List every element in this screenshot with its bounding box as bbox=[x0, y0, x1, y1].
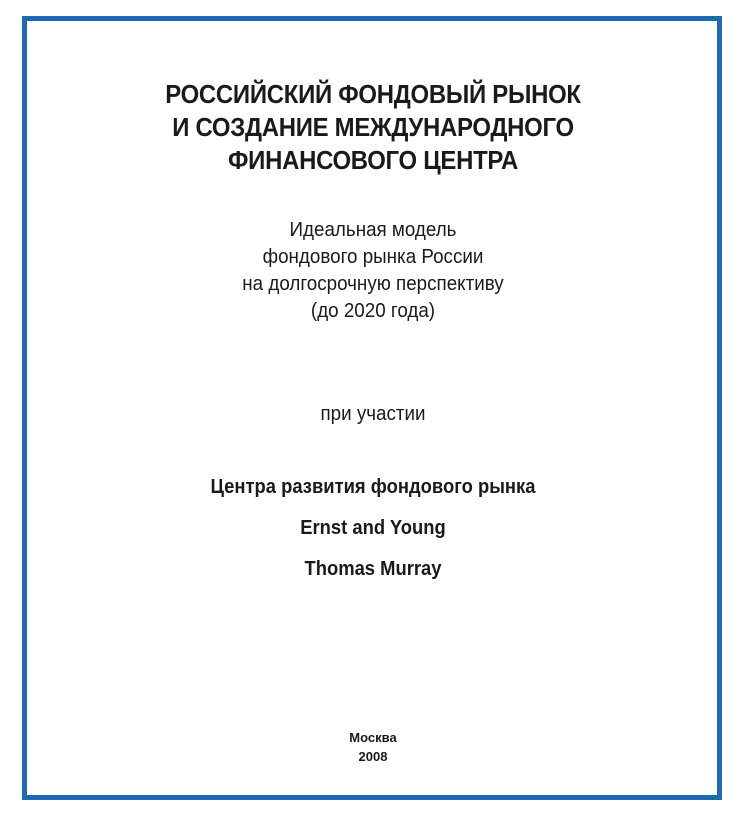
imprint-city: Москва bbox=[349, 730, 397, 745]
title-line-1: РОССИЙСКИЙ ФОНДОВЫЙ РЫНОК bbox=[165, 79, 581, 109]
subtitle-line-4: (до 2020 года) bbox=[310, 300, 436, 322]
imprint bbox=[0, 728, 746, 766]
participant-ernst-and-young: Ernst and Young bbox=[300, 517, 446, 539]
participation-label: при участии bbox=[320, 403, 426, 425]
participant-cfmd: Центра развития фондового рынка bbox=[210, 476, 536, 498]
subtitle-line-3: на долгосрочную перспективу bbox=[242, 273, 504, 295]
participant-thomas-murray: Thomas Murray bbox=[304, 558, 442, 580]
document-title bbox=[30, 78, 716, 177]
participants-list bbox=[30, 474, 716, 597]
subtitle-line-1: Идеальная модель bbox=[289, 219, 457, 241]
title-line-3: ФИНАНСОВОГО ЦЕНТРА bbox=[228, 145, 518, 175]
title-line-2: И СОЗДАНИЕ МЕЖДУНАРОДНОГО bbox=[172, 112, 574, 142]
document-subtitle bbox=[22, 217, 723, 325]
subtitle-line-2: фондового рынка России bbox=[262, 246, 484, 268]
imprint-year: 2008 bbox=[358, 749, 388, 764]
